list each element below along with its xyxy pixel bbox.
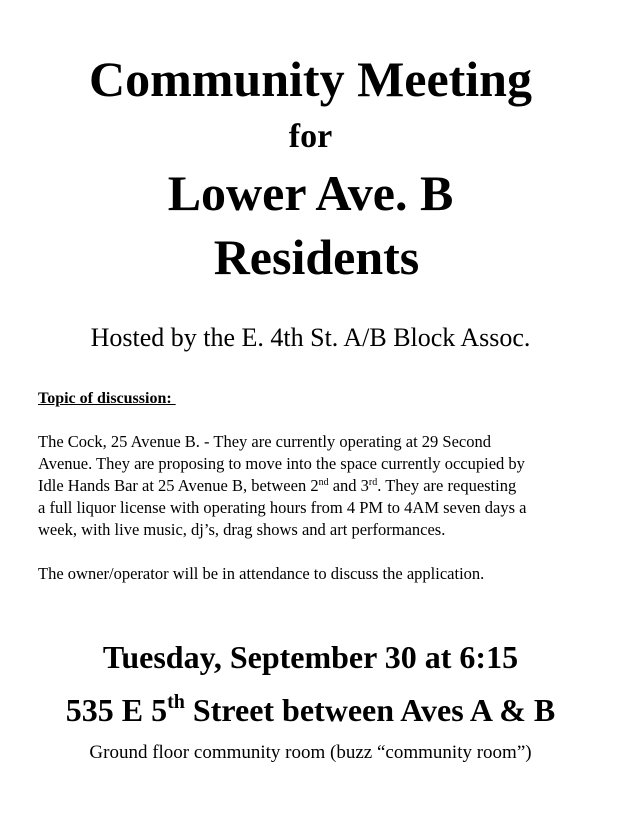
- paragraph-line: week, with live music, dj’s, drag shows and art performances.: [38, 520, 446, 539]
- title-line-3: Lower Ave. B: [167, 165, 454, 221]
- line-text: Idle Hands Bar at 25 Avenue B, between 2: [38, 476, 319, 495]
- paragraph-line: The Cock, 25 Avenue B. - They are currently operating at 29 Second: [38, 432, 492, 451]
- line-text: . They are requesting: [377, 476, 517, 495]
- event-address: [0, 691, 621, 728]
- title-line-1: Community Meeting: [89, 51, 532, 107]
- ordinal-suffix: nd: [318, 477, 329, 488]
- topic-paragraph-1: [38, 431, 608, 541]
- topic-heading: Topic of discussion:: [38, 390, 176, 407]
- event-date-time: Tuesday, September 30 at 6:15: [102, 639, 519, 675]
- event-room: Ground floor community room (buzz “community room”): [89, 742, 532, 763]
- paragraph-line: The owner/operator will be in attendance to discuss the application.: [38, 564, 485, 583]
- line-text: and 3: [328, 476, 369, 495]
- title-line-2: for: [288, 118, 333, 155]
- ordinal-suffix: th: [167, 691, 185, 713]
- hosted-by-line: Hosted by the E. 4th St. A/B Block Assoc.: [90, 323, 531, 352]
- paragraph-line: [38, 475, 608, 497]
- address-text: 535 E 5: [65, 692, 168, 728]
- ordinal-suffix: rd: [368, 477, 378, 488]
- paragraph-line: a full liquor license with operating hours from 4 PM to 4AM seven days a: [38, 498, 527, 517]
- paragraph-line: Avenue. They are proposing to move into the space currently occupied by: [38, 454, 525, 473]
- title-line-4: Residents: [213, 229, 420, 285]
- topic-paragraph-2: [38, 563, 608, 585]
- address-text: Street between Aves A & B: [184, 692, 556, 728]
